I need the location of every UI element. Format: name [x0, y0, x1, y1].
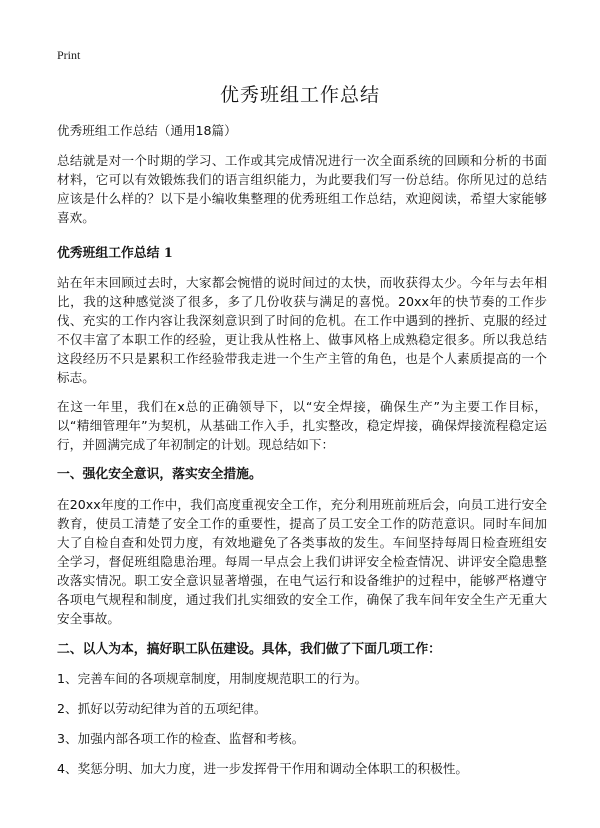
body-paragraph: 站在年末回顾过去时，大家都会惋惜的说时间过的太快，而收获得太少。今年与去年相比，我的这种感觉淡了很多，多了几份收获与满足的喜悦。20xx年的快节奏的工作步伐、充实的工作内容让我深刻意识到了时间的危机。在工作中遇到的挫折、克服的经过不仅丰富了本职工作的经验，更让我从性格上、做事风格上成熟稳定很多。所以我总结这段经历不只是累积工作经验带我走进一个生产主管的角色，也是个人素质提高的一个标志。 — [57, 275, 547, 385]
print-link[interactable]: Print — [57, 48, 81, 62]
page-title: 优秀班组工作总结 — [219, 84, 380, 106]
section-heading: 优秀班组工作总结 1 — [57, 246, 173, 261]
document-subtitle: 优秀班组工作总结（通用18篇） — [57, 123, 237, 138]
intro-paragraph: 总结就是对一个时期的学习、工作或其完成情况进行一次全面系统的回顾和分析的书面材料，它可以有效锻炼我们的语言组织能力，为此要我们写一份总结。你所见过的总结应该是什么样的？以下是小编收集整理的优秀班组工作总结，欢迎阅读，希望大家能够喜欢。 — [57, 153, 547, 225]
list-item: 3、加强内部各项工作的检查、监督和考核。 — [57, 731, 305, 746]
list-item: 4、奖惩分明、加大力度，进一步发挥骨干作用和调动全体职工的积极性。 — [57, 761, 469, 776]
body-paragraph: 在20xx年度的工作中，我们高度重视安全工作，充分利用班前班后会，向员工进行安全教育，使员工清楚了安全工作的重要性，提高了员工安全工作的防范意识。同时车间加大了自检自查和处罚力度，有效地避免了各类事故的发生。车间坚持每周日检查班组安全学习，督促班组隐患治理。每周一早点会上我们讲评安全检查情况、讲评安全隐患整改落实情况。职工安全意识显著增强，在电气运行和设备维护的过程中，能够严格遵守各项电气规程和制度，通过我们扎实细致的安全工作，确保了我车间年安全生产无重大安全事故。 — [57, 497, 547, 626]
list-item: 2、抓好以劳动纪律为首的五项纪律。 — [57, 701, 267, 716]
body-paragraph: 在这一年里，我们在x总的正确领导下，以“安全焊接，确保生产”为主要工作目标，以“精细管理年”为契机，从基础工作入手，扎实整改，稳定焊接，确保焊接流程稳定运行，并圆满完成了年初制定的计划。现总结如下： — [57, 399, 547, 452]
sub-heading-safety: 一、强化安全意识，落实安全措施。 — [57, 467, 262, 482]
list-item: 1、完善车间的各项规章制度，用制度规范职工的行为。 — [57, 671, 368, 686]
document-body — [57, 121, 547, 789]
sub-heading-team: 二、以人为本，搞好职工队伍建设。具体，我们做了下面几项工作： — [57, 642, 441, 657]
